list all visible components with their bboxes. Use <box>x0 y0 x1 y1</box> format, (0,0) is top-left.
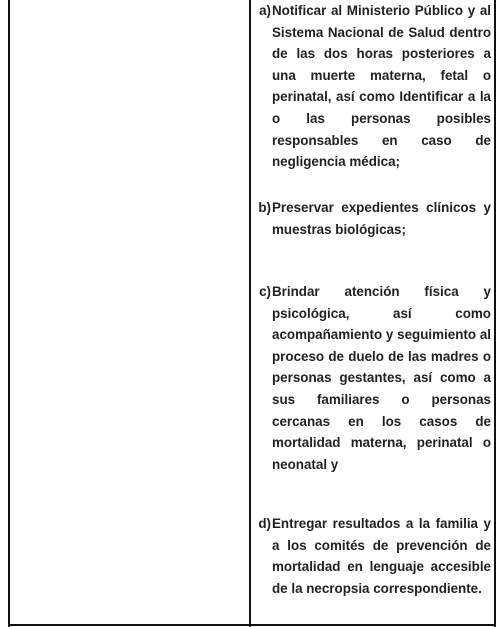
list-item-a: Notificar al Ministerio Público y al Sistema Nacional de Salud dentro de las dos horas posteriores a una muerte materna, fetal o perinatal, así como Identificar a la o las personas posibles responsables en caso de negligencia médica; <box>272 3 491 170</box>
list-marker-b: b) <box>258 200 271 215</box>
list-marker-c: c) <box>259 284 271 299</box>
list-item-c: Brindar atención física y psicológica, así como acompañamiento y seguimiento al proceso de duelo de las madres o personas gestantes, así como a sus familiares o personas cercanas en los casos de mortalidad materna, perinatal o neonatal y <box>272 284 491 472</box>
list-marker-a: a) <box>259 3 271 18</box>
list-marker-d: d) <box>258 516 271 531</box>
list-item-d: Entregar resultados a la familia y a los comités de prevención de mortalidad en lenguaje accesible de la necropsia correspondiente. <box>272 516 491 596</box>
table-border-right <box>494 0 496 627</box>
list-item-b: Preservar expedientes clínicos y muestras biológicas; <box>272 200 491 237</box>
table-border-bottom <box>8 624 496 626</box>
empty-left-cell <box>10 0 249 624</box>
